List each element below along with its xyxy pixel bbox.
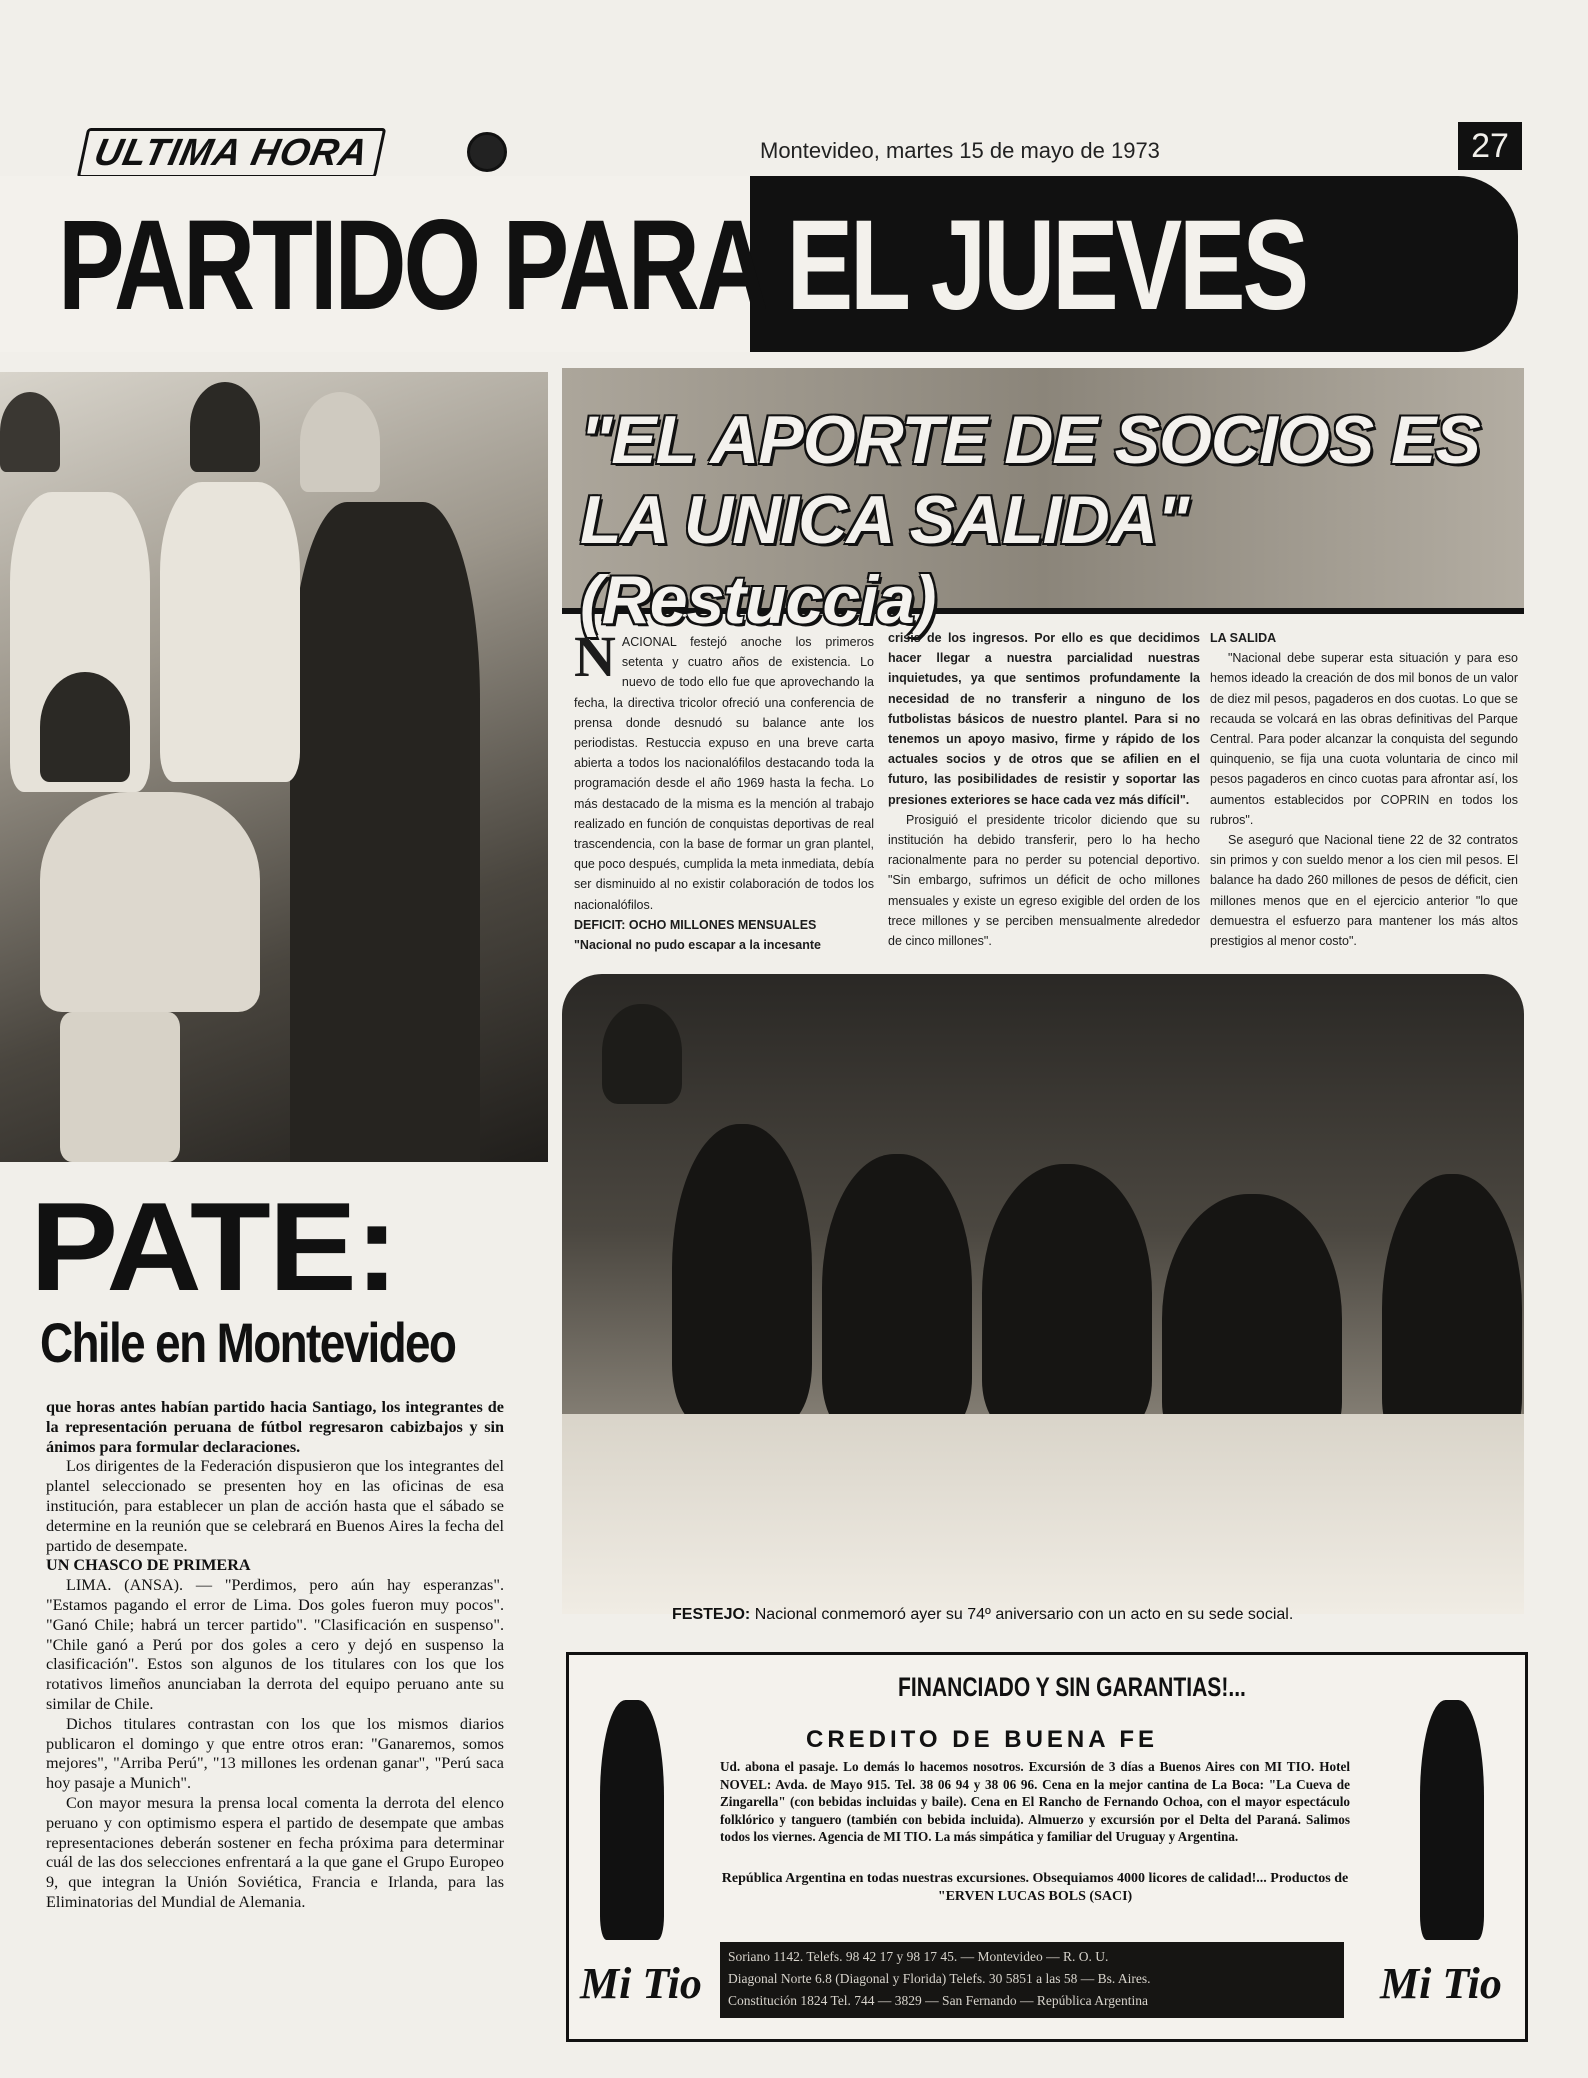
article-paragraph: crisis de los ingresos. Por ello es que decidimos hacer llegar a nuestra parcialidad nuestras inquietudes, ya que sentimos profundamente la necesidad de no transferir a ninguno de los futbolistas básicos de nuestro plantel. Para si no tenemos un apoyo masivo, firme y rápido de los actuales socios y de otros que se afilien en el futuro, las posibilidades de resistir y soportar las presiones exteriores se hace cada vez más difícil". (888, 631, 1200, 807)
meeting-photo (562, 974, 1524, 1614)
ad-brand-logo-left: Mi Tio (580, 1959, 702, 2008)
ad-address-line: Diagonal Norte 6.8 (Diagonal y Florida) Telefs. 30 5851 a las 58 — Bs. Aires. (728, 1971, 1151, 1986)
players-photo (0, 372, 548, 1162)
article-paragraph: Con mayor mesura la prensa local comenta la derrota del elenco peruano y con optimismo espera el partido de desempate que ambas representaciones deberán sostener en fecha próxima para determinar cuál de las dos selecciones enfrentará a la que gane el Grupo Europeo 9, que integran la Unión Soviética, Francia e Irlanda, para las Eliminatorias del Mundial de Alemania. (46, 1793, 504, 1911)
logo-emblem-icon (467, 132, 507, 172)
article-column-2 (888, 628, 1200, 951)
pate-subheadline: Chile en Montevideo (40, 1311, 456, 1374)
article-paragraph: Se aseguró que Nacional tiene 22 de 32 contratos sin primos y con sueldo menor a los cien mil pesos. El balance ha dado 260 millones de pesos de déficit, cien millones menos que en el ejercicio anterior "lo que demuestra el esfuerzo para mantener los más altos prestigios al menor costo". (1210, 833, 1518, 949)
ad-subtitle: CREDITO DE BUENA FE (806, 1726, 1159, 1753)
article-paragraph: ACIONAL festejó anoche los primeros setenta y cuatro años de existencia. Lo nuevo de todo ello fue que aprovechando la fecha, la directiva tricolor ofreció una conferencia de prensa donde desnudó su balance ante los periodistas. Restuccia expuso en una breve carta abierta a todos los nacionalófilos destacando toda la programación desde el año 1969 hasta la fecha. Lo más destacado de la misma es la mención al trabajo realizado en función de conquistas deportivas de real trascendencia, con la base de formar un gran plantel, que poco después, cumplida la meta inmediata, debía ser disminuido al no existir colaboración de todos los nacionalófilos. (574, 635, 874, 912)
article-paragraph: Dichos titulares contrastan con los que los mismos diarios publicaron el domingo y que entre otros eran: "Ganaremos, somos mejores", "Arriba Perú", "13 millones les ordenan ganar", "Perú saca hoy pasaje a Munich". (46, 1714, 504, 1793)
article-paragraph: Los dirigentes de la Federación dispusieron que los integrantes del plantel seleccionado se presenten hoy en las oficinas de esa institución, para establecer un plan de acción hasta que el sábado se determine en la reunión que se celebrará en Buenos Aires la fecha del partido de desempate. (46, 1457, 504, 1555)
article-subhead: UN CHASCO DE PRIMERA (46, 1556, 251, 1575)
article-paragraph: que horas antes habían partido hacia Santiago, los integrantes de la representación peruana de fútbol regresaron cabizbajos y sin ánimos para formular declaraciones. (46, 1398, 504, 1456)
article-subhead: DEFICIT: OCHO MILLONES MENSUALES (574, 917, 817, 932)
man-silhouette-left-icon (600, 1700, 664, 1940)
article-subhead: LA SALIDA (1210, 631, 1277, 645)
caption-label: FESTEJO: (672, 1606, 751, 1623)
dateline: Montevideo, martes 15 de mayo de 1973 (760, 138, 1160, 163)
ad-body: Ud. abona el pasaje. Lo demás lo hacemos nosotros. Excursión de 3 días a Buenos Aires con MI TIO. Hotel NOVEL: Avda. de Mayo 915. Tel. 38 06 94 y 38 06 96. Cena en la mejor cantina de La Boca: "La Cueva de Zingarella" (con bebidas incluidas y baile). Cena en El Rancho de Fernando Ochoa, con el mayor espectáculo folklórico y tanguero (también con bebida incluida). Almuerzo y excursión por el Delta del Paraná. Salimos todos los viernes. Agencia de MI TIO. La más simpática y familiar del Uruguay y Argentina. (720, 1759, 1350, 1845)
headline-part1: PARTIDO PARA (58, 194, 762, 337)
newspaper-logo: ULTIMA HORA (77, 128, 386, 178)
headline-part2: EL JUEVES (786, 194, 1306, 337)
ad-brand-logo-right: Mi Tio (1380, 1959, 1502, 2008)
pate-article (46, 1398, 504, 1913)
quote-headline (580, 400, 1520, 640)
quote-line1: "EL APORTE DE SOCIOS ES (580, 402, 1480, 478)
article-paragraph: LIMA. (ANSA). — "Perdimos, pero aún hay esperanzas". "Estamos pagando el error de Lima. Dos goles fueron muy pocos". "Ganó Chile; habrá un tercer partido". "Clasificación en suspenso". "Chile ganó a Perú por dos goles a cero y dejó en suspenso la clasificación". Estos son algunos de los titulares con los que los rotativos limeños anunciaban la derrota del equipo peruano ante su similar de Chile. (46, 1576, 504, 1713)
ad-address-line: Constitución 1824 Tel. 744 — 3829 — San Fernando — República Argentina (728, 1993, 1149, 2008)
ad-title: FINANCIADO Y SIN GARANTIAS!... (898, 1672, 1246, 1702)
article-column-1 (574, 624, 874, 955)
pate-headline: PATE: (30, 1176, 397, 1317)
page-number: 27 (1458, 122, 1522, 170)
page-headline (58, 186, 1306, 346)
caption-text: Nacional conmemoró ayer su 74º aniversario con un acto en su sede social. (754, 1606, 1294, 1623)
article-paragraph: "Nacional debe superar esta situación y para eso hemos ideado la creación de dos mil bonos de un valor de diez mil pesos, pagaderos en dos cuotas. Lo que se recauda se volcará en las obras definitivas del Parque Central. Para poder alcanzar la conquista del segundo quinquenio, se fija una cuota voluntaria de cinco mil pesos pagaderos en cinco cuotas para afrontar así, los aumentos establecidos por COPRIN en todos los rubros". (1210, 651, 1518, 827)
article-paragraph: "Nacional no pudo escapar a la incesante (574, 938, 821, 953)
article-column-3 (1210, 628, 1518, 951)
ad-address-line: Soriano 1142. Telefs. 98 42 17 y 98 17 45. — Montevideo — R. O. U. (728, 1949, 1109, 1964)
man-silhouette-right-icon (1420, 1700, 1484, 1940)
ad-body-secondary: República Argentina en todas nuestras excursiones. Obsequiamos 4000 licores de calidad!... Productos de "ERVEN LUCAS BOLS (SACI) (721, 1871, 1349, 1904)
masthead (82, 128, 452, 174)
quote-line2: LA UNICA SALIDA"(Restuccia) (580, 482, 1189, 638)
drop-cap: N (574, 624, 616, 689)
article-paragraph: Prosiguió el presidente tricolor diciendo que su institución ha debido transferir, pero lo ha hecho racionalmente para no perder su potencial deportivo. "Sin embargo, sufrimos un déficit de ocho millones mensuales y existe un egreso exigible del orden de los trece millones y se perciben mensualmente alrededor de cinco millones". (888, 812, 1200, 949)
ad-address-block (720, 1942, 1344, 2018)
photo-caption (672, 1606, 1293, 1624)
